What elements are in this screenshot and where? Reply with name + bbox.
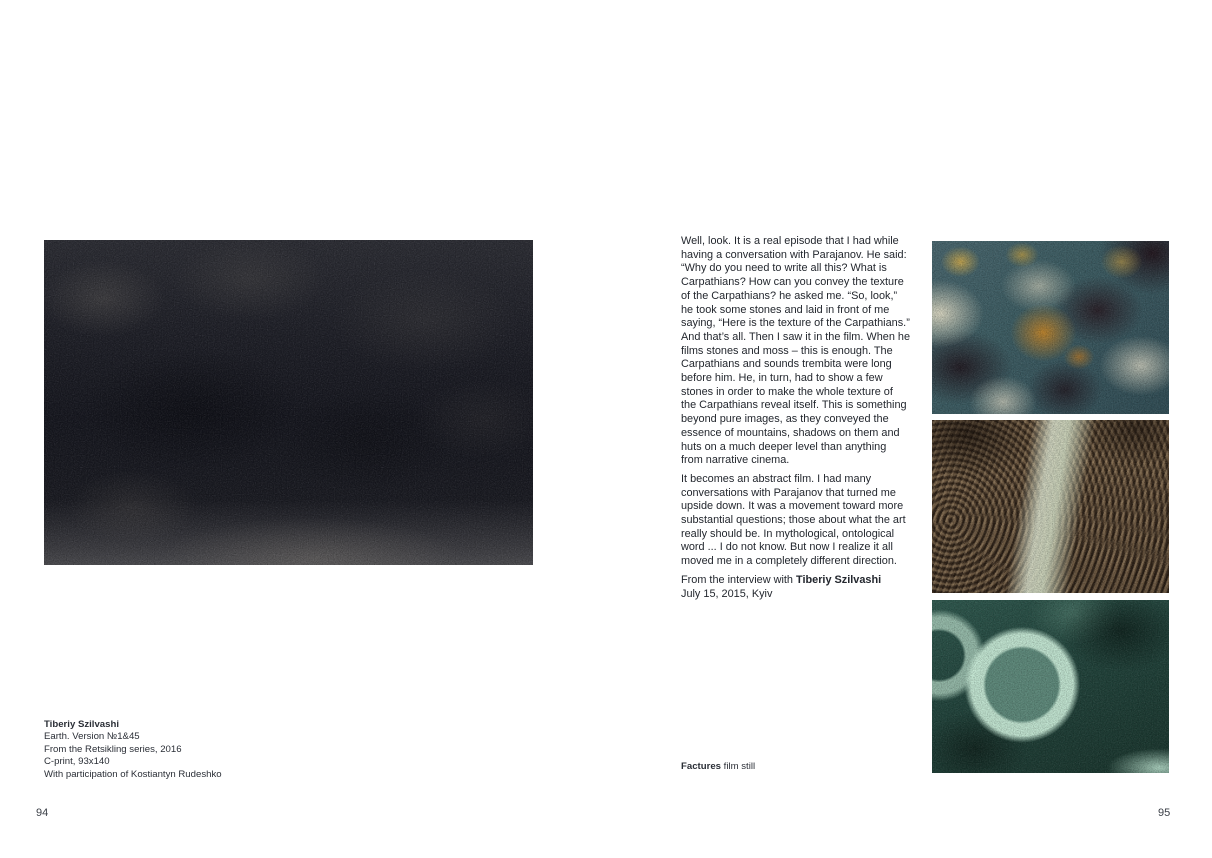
caption-artist-name: Tiberiy Szilvashi	[44, 719, 120, 730]
attribution-prefix: From the interview with	[681, 573, 796, 586]
attribution-artist-name: Tiberiy Szilvashi	[796, 573, 882, 586]
ridges-photograph	[932, 420, 1169, 593]
caption-medium: C-print, 93x140	[44, 756, 110, 768]
artwork-caption	[44, 719, 344, 781]
caption-participation: With participation of Kostiantyn Rudeshko	[44, 768, 222, 780]
interview-text-column	[681, 235, 911, 601]
lichen-photograph	[932, 241, 1169, 414]
factures-caption	[681, 761, 941, 773]
photo-grain-overlay	[932, 241, 1169, 414]
photo-grain-overlay	[932, 600, 1169, 773]
caption-series: From the Retsikling series, 2016	[44, 743, 182, 755]
factures-caption-suffix: film still	[721, 761, 756, 772]
interview-paragraph: It becomes an abstract film. I had many conversations with Parajanov that turned me upside down. It was a movement toward more substantial questions; those about what the art really should be. In mythological, ontological word ... I do not know. But now I realize it all moved me in a completely different direction.	[681, 472, 906, 568]
interview-attribution	[681, 574, 911, 601]
caption-artwork-title: Earth. Version №1&45	[44, 731, 140, 743]
interview-paragraph: Well, look. It is a real episode that I had while having a conversation with Parajanov. He said: “Why do you need to write all this? What is Carpathians? How can you convey the texture of the Carpathians? he asked me. “So, look,” he took some stones and laid in front of me saying, “Here is the texture of the Carpathians.” And that’s all. Then I saw it in the film. When he films stones and moss – this is enough. The Carpathians and sounds trembita were long before him. He, in turn, had to show a few stones in order to make the whole texture of the Carpathians reveal itself. This is something beyond pure images, as they conveyed the essence of mountains, shadows on them and huts on a much deeper level than anything from narrative cinema.	[681, 235, 911, 467]
earth-photograph	[44, 240, 533, 565]
photo-grain-overlay	[44, 240, 533, 565]
page-number-left: 94	[36, 807, 49, 819]
green-texture-photograph	[932, 600, 1169, 773]
photo-grain-overlay	[932, 420, 1169, 593]
page-number-right: 95	[1158, 807, 1171, 819]
attribution-date-place: July 15, 2015, Kyiv	[681, 587, 773, 600]
factures-caption-title: Factures	[681, 761, 721, 772]
